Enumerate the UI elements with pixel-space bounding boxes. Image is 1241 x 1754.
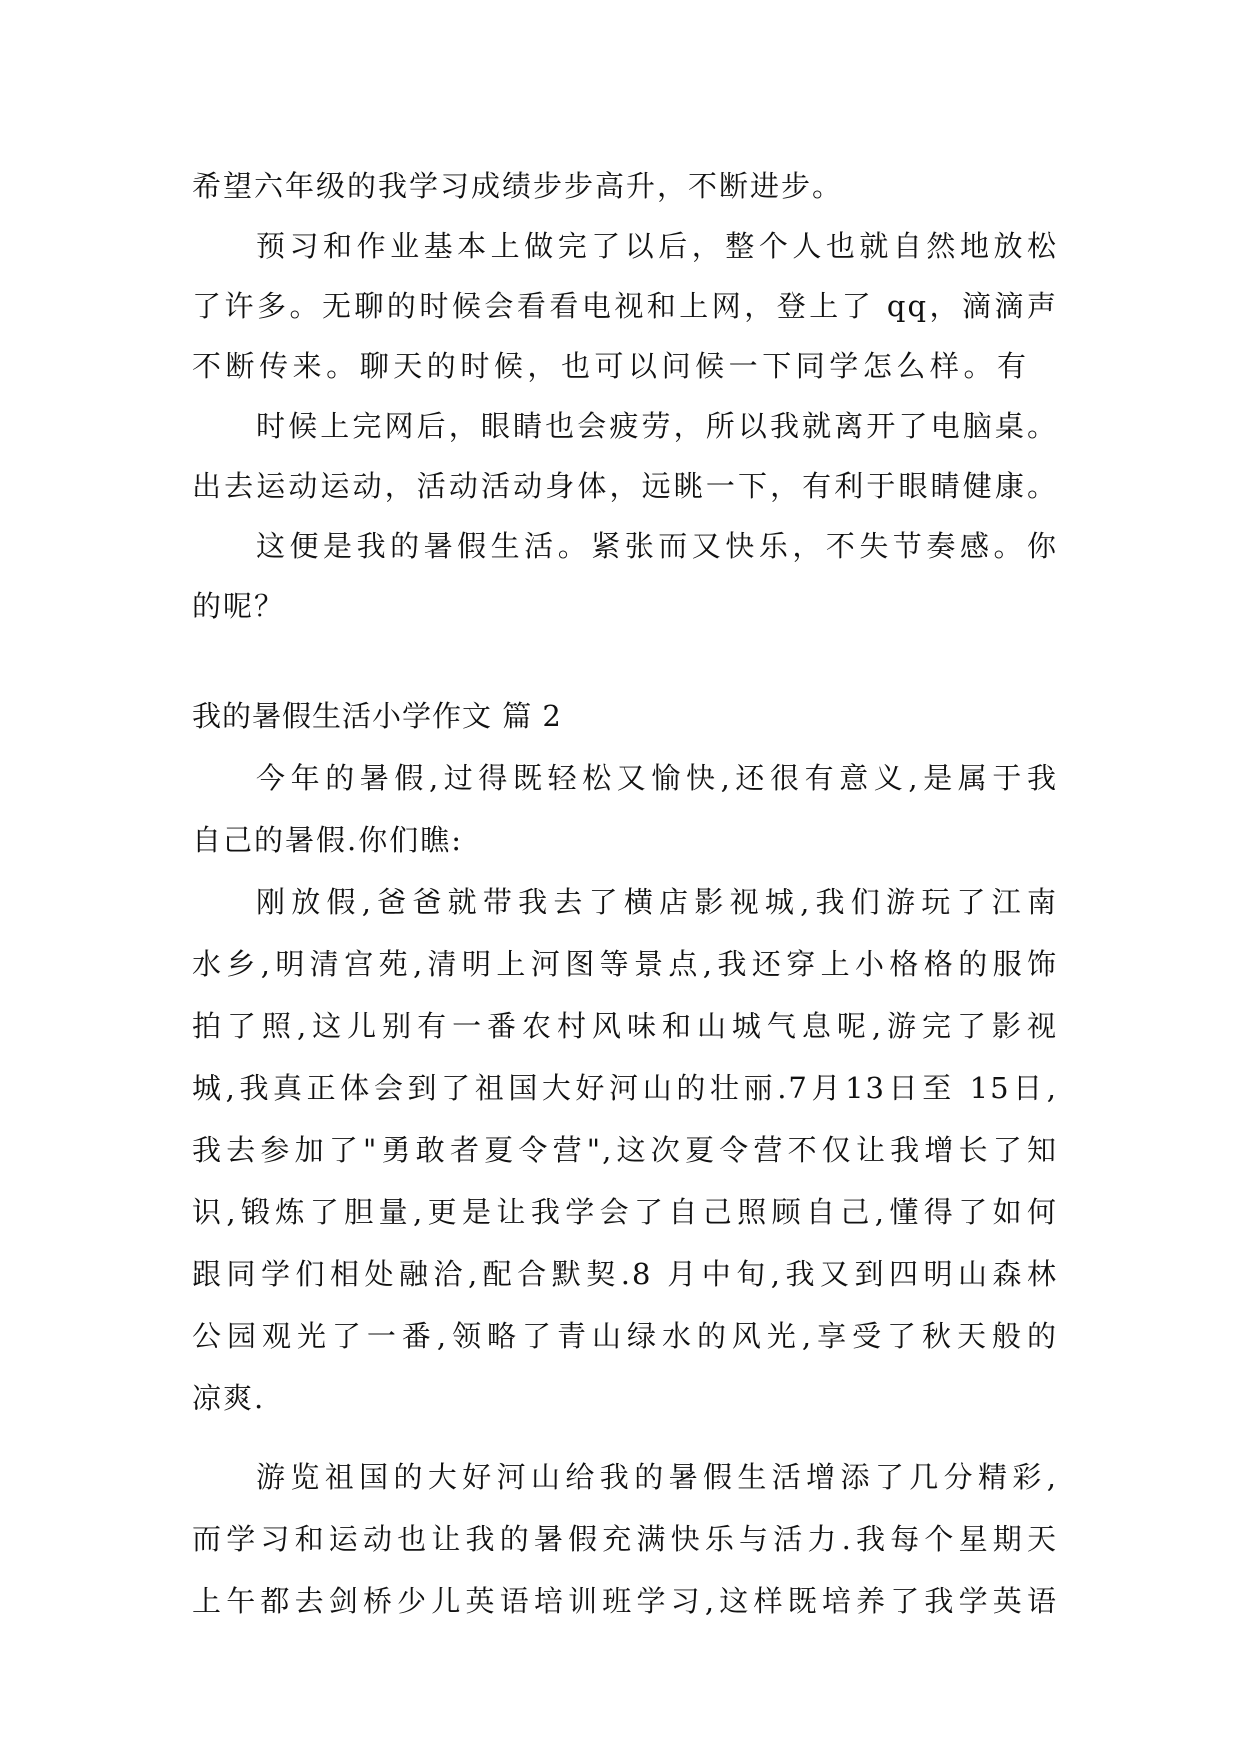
paragraph	[192, 516, 1058, 636]
essay-heading: 我的暑假生活小学作文 篇 2	[192, 699, 562, 733]
paragraph	[192, 216, 1058, 396]
text-line: 出去运动运动，活动活动身体，远眺一下，有利于眼睛健康。	[192, 469, 1058, 503]
text-line: 上午都去剑桥少儿英语培训班学习,这样既培养了我学英语	[192, 1584, 1058, 1618]
text-line: 希望六年级的我学习成绩步步高升，不断进步。	[192, 169, 844, 203]
text-line: 公园观光了一番,领略了青山绿水的风光,享受了秋天般的	[192, 1319, 1058, 1353]
text-line: 我去参加了"勇敢者夏令营",这次夏令营不仅让我增长了知	[192, 1133, 1058, 1167]
text-line: 刚放假,爸爸就带我去了横店影视城,我们游玩了江南	[256, 885, 1058, 919]
text-line: 游览祖国的大好河山给我的暑假生活增添了几分精彩,	[256, 1460, 1058, 1494]
paragraph	[192, 396, 1058, 516]
text-line: 不断传来。聊天的时候，也可以问候一下同学怎么样。有	[192, 349, 1028, 383]
text-line: 拍了照,这儿别有一番农村风味和山城气息呢,游完了影视	[192, 1009, 1058, 1043]
text-line: 凉爽.	[192, 1381, 266, 1415]
text-line: 的呢？	[192, 589, 286, 623]
text-line: 了许多。无聊的时候会看看电视和上网，登上了 qq，滴滴声	[192, 289, 1058, 323]
text-line: 时候上完网后，眼睛也会疲劳，所以我就离开了电脑桌。	[256, 409, 1058, 443]
text-line: 这便是我的暑假生活。紧张而又快乐，不失节奏感。你	[256, 529, 1058, 563]
text-line: 城,我真正体会到了祖国大好河山的壮丽.7月13日至 15日,	[192, 1071, 1058, 1105]
text-line: 水乡,明清宫苑,清明上河图等景点,我还穿上小格格的服饰	[192, 947, 1058, 981]
paragraph	[192, 747, 1058, 871]
essay-2	[192, 685, 1058, 1632]
text-line: 预习和作业基本上做完了以后，整个人也就自然地放松	[256, 229, 1058, 263]
paragraph	[192, 1446, 1058, 1632]
text-line: 今年的暑假,过得既轻松又愉快,还很有意义,是属于我	[256, 761, 1058, 795]
text-line: 跟同学们相处融洽,配合默契.8 月中旬,我又到四明山森林	[192, 1257, 1058, 1291]
text-line: 自己的暑假.你们瞧:	[192, 823, 463, 857]
text-line: 识,锻炼了胆量,更是让我学会了自己照顾自己,懂得了如何	[192, 1195, 1058, 1229]
paragraph	[192, 871, 1058, 1429]
continued-essay-text	[192, 156, 1058, 636]
paragraph	[192, 156, 1058, 216]
text-line: 而学习和运动也让我的暑假充满快乐与活力.我每个星期天	[192, 1522, 1058, 1556]
